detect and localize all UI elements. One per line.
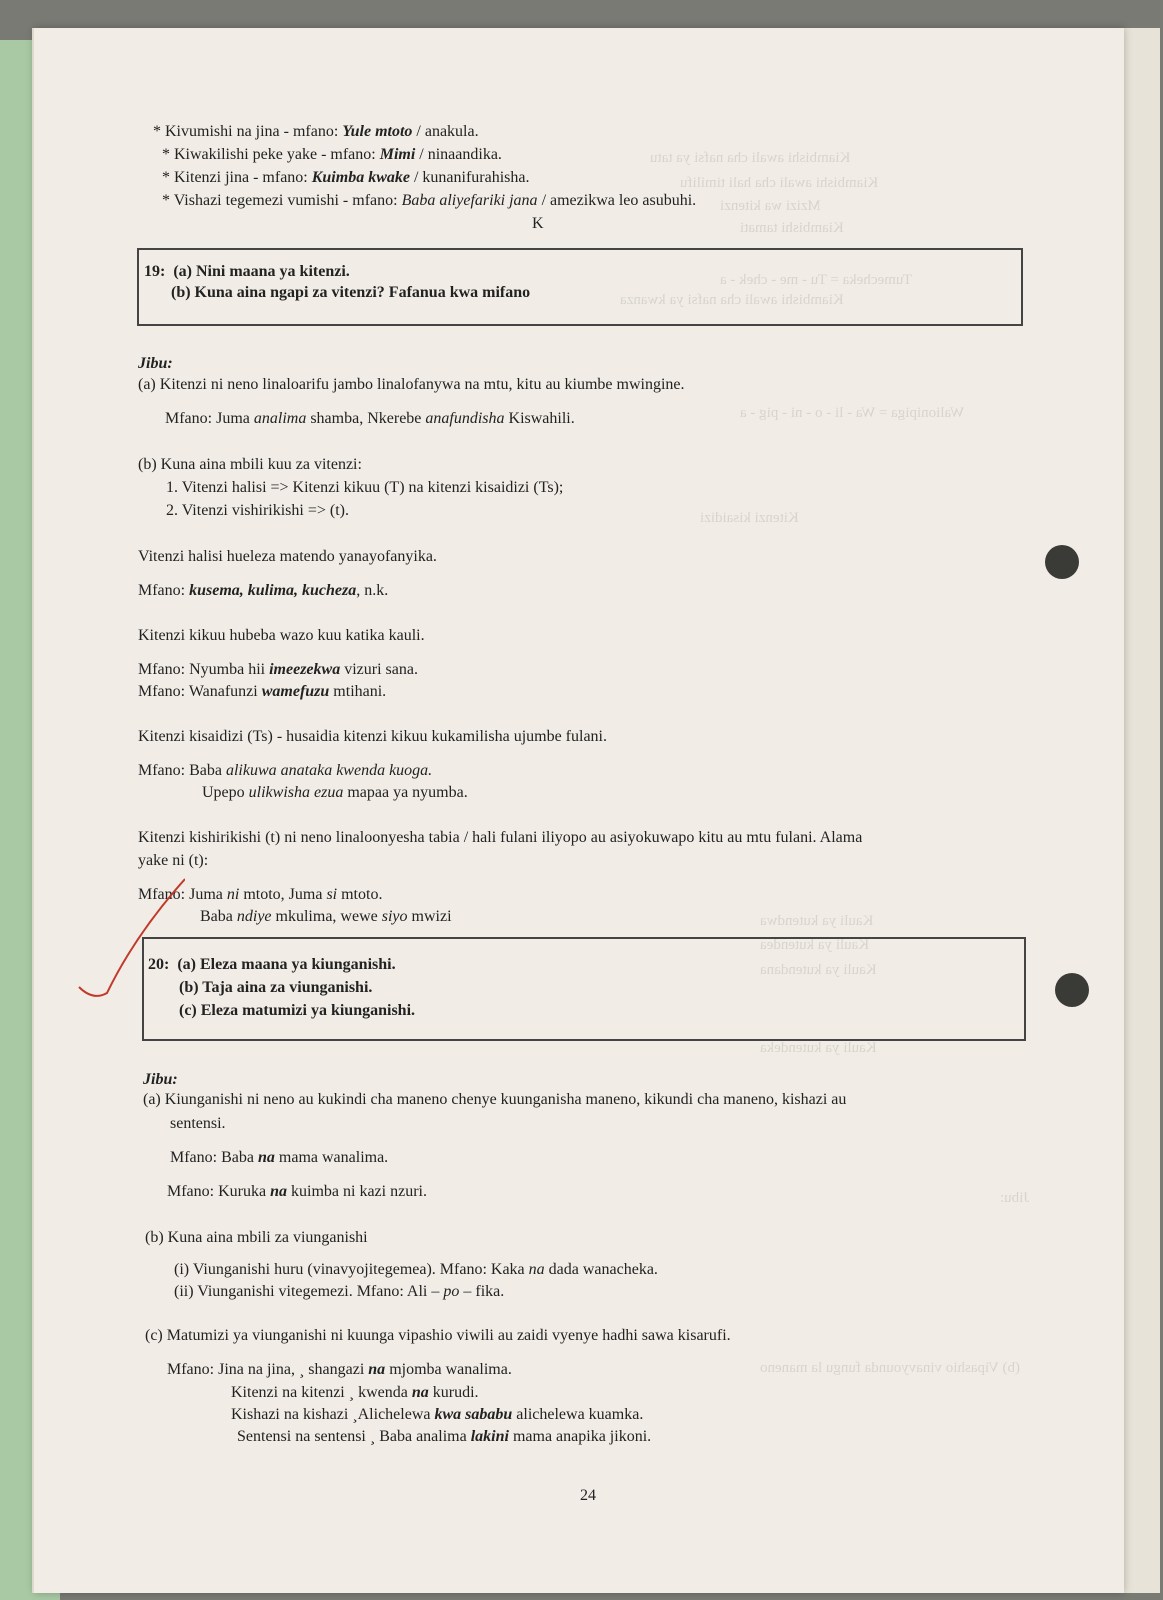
intro-letter: K xyxy=(532,215,544,232)
question-19-b: (b) Kuna aina ngapi za vitenzi? Fafanua kwa mifano xyxy=(171,284,531,301)
example-line: Mfano: Baba alikuwa anataka kwenda kuoga. xyxy=(138,762,433,779)
list-item: (i) Viunganishi huru (vinavyojitegemea). Mfano: Kaka na dada wanacheka. xyxy=(174,1261,658,1278)
bleed-through-text: Jibu: xyxy=(1000,1190,1030,1206)
bleed-through-text: Kitenzi kisaidizi xyxy=(700,510,799,526)
red-check-mark xyxy=(75,875,185,1005)
bleed-through-text: Kiambishi awali cha nafsi ya tatu xyxy=(650,150,851,166)
example-line: Mfano: Juma ni mtoto, Juma si mtoto. xyxy=(138,886,383,903)
answer-20-a: (a) Kiunganishi ni neno au kukindi cha maneno chenye kuunganisha maneno, kikundi cha maneno, kishazi au xyxy=(143,1091,847,1108)
bleed-through-text: Kauli ya kutendeka xyxy=(760,1040,877,1056)
list-item: (ii) Viunganishi vitegemezi. Mfano: Ali – po – fika. xyxy=(174,1283,505,1300)
example-line: Upepo ulikwisha ezua mapaa ya nyumba. xyxy=(202,784,468,801)
answer-19-a: (a) Kitenzi ni neno linaloarifu jambo linalofanywa na mtu, kitu au kiumbe mwingine. xyxy=(138,376,685,393)
paragraph: Kitenzi kisaidizi (Ts) - husaidia kitenzi kikuu kukamilisha ujumbe fulani. xyxy=(138,728,607,745)
question-20-c: (c) Eleza matumizi ya kiunganishi. xyxy=(179,1002,416,1019)
bleed-through-text: (b) Vipashio vinavyounda fungu la maneno xyxy=(760,1360,1021,1376)
page-number: 24 xyxy=(580,1487,596,1504)
bleed-through-text: Mzizi wa kitenzi xyxy=(720,198,821,214)
answer-19-b: (b) Kuna aina mbili kuu za vitenzi: xyxy=(138,456,362,473)
answer-20-a-cont: sentensi. xyxy=(170,1115,226,1132)
intro-bullet: * Kiwakilishi peke yake - mfano: Mimi / ninaandika. xyxy=(162,146,502,163)
example-line: Mfano: Wanafunzi wamefuzu mtihani. xyxy=(138,683,387,700)
bleed-through-text: Tumecheka = Tu - me - chek - a xyxy=(720,272,913,288)
intro-bullet: * Kitenzi jina - mfano: Kuimba kwake / kunanifurahisha. xyxy=(162,169,530,186)
example-line: Mfano: Kuruka na kuimba ni kazi nzuri. xyxy=(167,1183,427,1200)
intro-bullet: * Vishazi tegemezi vumishi - mfano: Baba aliyefariki jana / amezikwa leo asubuhi. xyxy=(162,192,697,209)
bleed-through-text: Kiambishi tamati xyxy=(740,220,844,236)
paragraph: Vitenzi halisi hueleza matendo yanayofanyika. xyxy=(138,548,437,565)
example-line: Kishazi na kishazi ¸Alichelewa kwa sababu alichelewa kuamka. xyxy=(231,1406,644,1423)
example-line: Baba ndiye mkulima, wewe siyo mwizi xyxy=(200,908,452,925)
example-line: Kitenzi na kitenzi ¸ kwenda na kurudi. xyxy=(231,1384,479,1401)
example-line: Mfano: Nyumba hii imeezekwa vizuri sana. xyxy=(138,661,418,678)
example-line: Mfano: Baba na mama wanalima. xyxy=(170,1149,389,1166)
jibu-label: Jibu: xyxy=(143,1071,178,1088)
paragraph: Kitenzi kikuu hubeba wazo kuu katika kauli. xyxy=(138,627,425,644)
bleed-through-text: Walionipiga = Wa - li - o - ni - pig - a xyxy=(740,405,965,421)
example-line: Mfano: kusema, kulima, kucheza, n.k. xyxy=(138,582,389,599)
example-line: Mfano: Juma analima shamba, Nkerebe anafundisha Kiswahili. xyxy=(165,410,575,427)
bleed-through-text: Kauli ya kutendwa xyxy=(760,913,874,929)
paragraph: yake ni (t): xyxy=(138,852,209,869)
bleed-through-text: Kauli ya kutendana xyxy=(760,962,877,978)
example-line: Sentensi na sentensi ¸ Baba analima lakini mama anapika jikoni. xyxy=(237,1428,652,1445)
paragraph: Kitenzi kishirikishi (t) ni neno linaloonyesha tabia / hali fulani iliyopo au asiyokuwapo kitu au mtu fulani. Alama xyxy=(138,829,863,846)
question-20-a: 20: (a) Eleza maana ya kiunganishi. xyxy=(148,956,396,973)
question-19-a: 19: (a) Nini maana ya kitenzi. xyxy=(144,263,350,280)
jibu-label: Jibu: xyxy=(138,355,173,372)
intro-bullet: * Kivumishi na jina - mfano: Yule mtoto / anakula. xyxy=(153,123,479,140)
answer-20-c: (c) Matumizi ya viunganishi ni kuunga vipashio viwili au zaidi vyenye hadhi sawa kisarufi. xyxy=(145,1327,731,1344)
bleed-through-text: Kiambishi awali cha nafsi ya kwanza xyxy=(620,292,844,308)
bleed-through-text: Kauli ya kutendea xyxy=(760,937,870,953)
question-20-b: (b) Taja aina za viunganishi. xyxy=(179,979,373,996)
list-item: 2. Vitenzi vishirikishi => (t). xyxy=(166,502,349,519)
answer-20-b: (b) Kuna aina mbili za viunganishi xyxy=(145,1229,368,1246)
bleed-through-text: Kiambishi awali cha hali timilifu xyxy=(680,175,879,191)
list-item: 1. Vitenzi halisi => Kitenzi kikuu (T) na kitenzi kisaidizi (Ts); xyxy=(166,479,564,496)
example-line: Mfano: Jina na jina, ¸ shangazi na mjomba wanalima. xyxy=(167,1361,512,1378)
